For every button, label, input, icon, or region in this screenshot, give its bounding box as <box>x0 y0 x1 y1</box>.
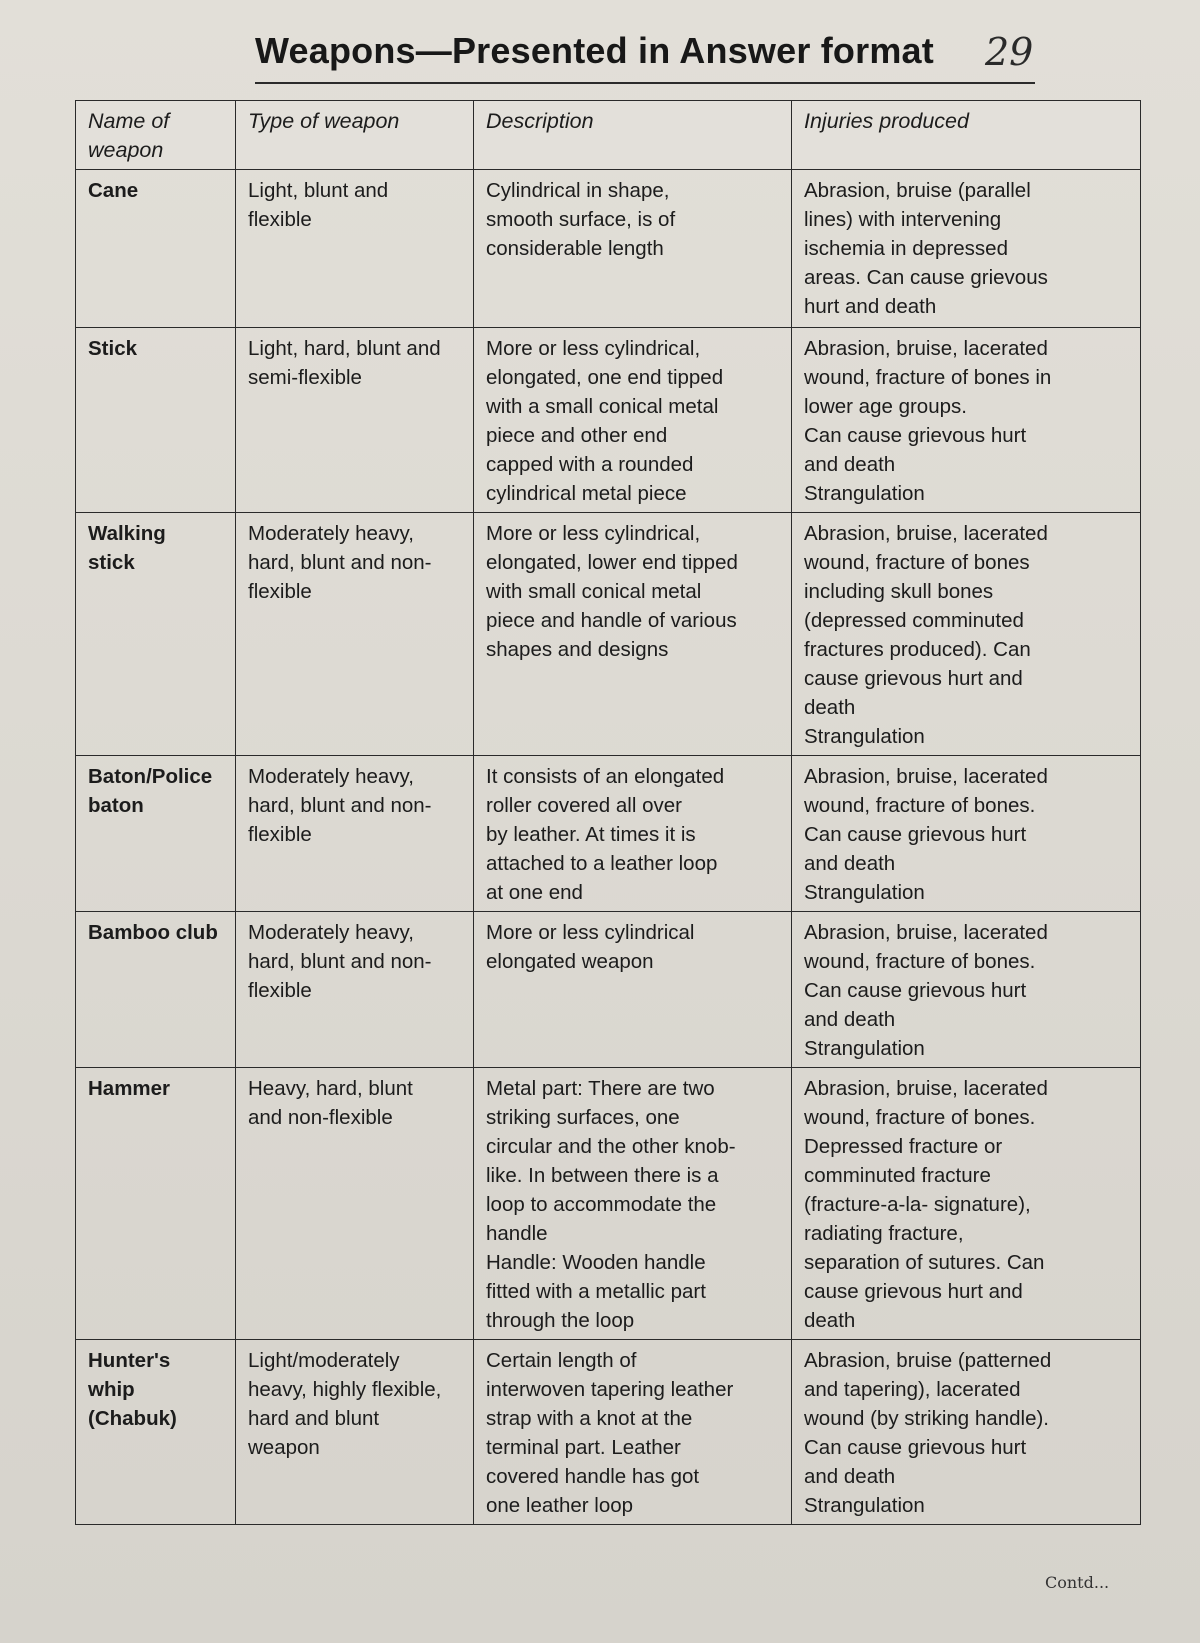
header-type-of-weapon: Type of weapon <box>236 101 474 170</box>
weapon-injuries-cell: Abrasion, bruise (patterned and tapering), lacerated wound (by striking handle). Can cause grievous hurt and death Strangulation <box>792 1340 1141 1525</box>
table-row <box>76 912 1141 1068</box>
page-title: Weapons—Presented in Answer format <box>255 30 934 71</box>
table-row <box>76 513 1141 756</box>
weapon-injuries-cell: Abrasion, bruise, lacerated wound, fracture of bones. Can cause grievous hurt and death Strangulation <box>792 912 1141 1068</box>
weapon-injuries-cell: Abrasion, bruise, lacerated wound, fracture of bones. Depressed fracture or comminuted fracture (fracture-a-la- signature), radiating fracture, separation of sutures. Can cause grievous hurt and death <box>792 1068 1141 1340</box>
table-row <box>76 1340 1141 1525</box>
weapon-description-cell: It consists of an elongated roller covered all over by leather. At times it is attached to a leather loop at one end <box>474 756 792 912</box>
table-row <box>76 756 1141 912</box>
weapon-type-cell: Moderately heavy, hard, blunt and non- flexible <box>236 756 474 912</box>
weapon-type-cell: Light, hard, blunt and semi-flexible <box>236 328 474 513</box>
table-row <box>76 170 1141 328</box>
weapon-name-cell: Hunter's whip (Chabuk) <box>76 1340 236 1525</box>
weapon-injuries-cell: Abrasion, bruise, lacerated wound, fracture of bones including skull bones (depressed comminuted fractures produced). Can cause grievous hurt and death Strangulation <box>792 513 1141 756</box>
title-underline <box>255 82 1035 84</box>
weapon-type-cell: Light/moderately heavy, highly flexible, hard and blunt weapon <box>236 1340 474 1525</box>
weapon-name-cell: Hammer <box>76 1068 236 1340</box>
weapon-type-cell: Moderately heavy, hard, blunt and non- flexible <box>236 513 474 756</box>
weapon-name-cell: Stick <box>76 328 236 513</box>
weapon-name-cell: Walking stick <box>76 513 236 756</box>
weapon-injuries-cell: Abrasion, bruise, lacerated wound, fracture of bones. Can cause grievous hurt and death Strangulation <box>792 756 1141 912</box>
weapon-name-cell: Baton/Police baton <box>76 756 236 912</box>
table-row <box>76 328 1141 513</box>
weapon-type-cell: Moderately heavy, hard, blunt and non- flexible <box>236 912 474 1068</box>
weapon-description-cell: Metal part: There are two striking surfaces, one circular and the other knob- like. In between there is a loop to accommodate the handle Handle: Wooden handle fitted with a metallic part through the loop <box>474 1068 792 1340</box>
weapon-injuries-cell: Abrasion, bruise (parallel lines) with intervening ischemia in depressed areas. Can cause grievous hurt and death <box>792 170 1141 328</box>
handwritten-page-number: 29 <box>985 30 1034 74</box>
weapons-table <box>75 100 1141 1525</box>
weapon-description-cell: Certain length of interwoven tapering leather strap with a knot at the terminal part. Leather covered handle has got one leather loop <box>474 1340 792 1525</box>
weapon-name-cell: Bamboo club <box>76 912 236 1068</box>
header-injuries-produced: Injuries produced <box>792 101 1141 170</box>
weapon-description-cell: Cylindrical in shape, smooth surface, is of considerable length <box>474 170 792 328</box>
table-row <box>76 1068 1141 1340</box>
header-name-of-weapon: Name of weapon <box>76 101 236 170</box>
weapon-name-cell: Cane <box>76 170 236 328</box>
header-description: Description <box>474 101 792 170</box>
weapon-type-cell: Light, blunt and flexible <box>236 170 474 328</box>
weapon-description-cell: More or less cylindrical elongated weapon <box>474 912 792 1068</box>
continued-note: Contd... <box>1045 1573 1110 1592</box>
weapon-type-cell: Heavy, hard, blunt and non-flexible <box>236 1068 474 1340</box>
table-header-row <box>76 101 1141 170</box>
weapon-description-cell: More or less cylindrical, elongated, lower end tipped with small conical metal piece and handle of various shapes and designs <box>474 513 792 756</box>
weapon-description-cell: More or less cylindrical, elongated, one end tipped with a small conical metal piece and other end capped with a rounded cylindrical metal piece <box>474 328 792 513</box>
weapon-injuries-cell: Abrasion, bruise, lacerated wound, fracture of bones in lower age groups. Can cause grievous hurt and death Strangulation <box>792 328 1141 513</box>
